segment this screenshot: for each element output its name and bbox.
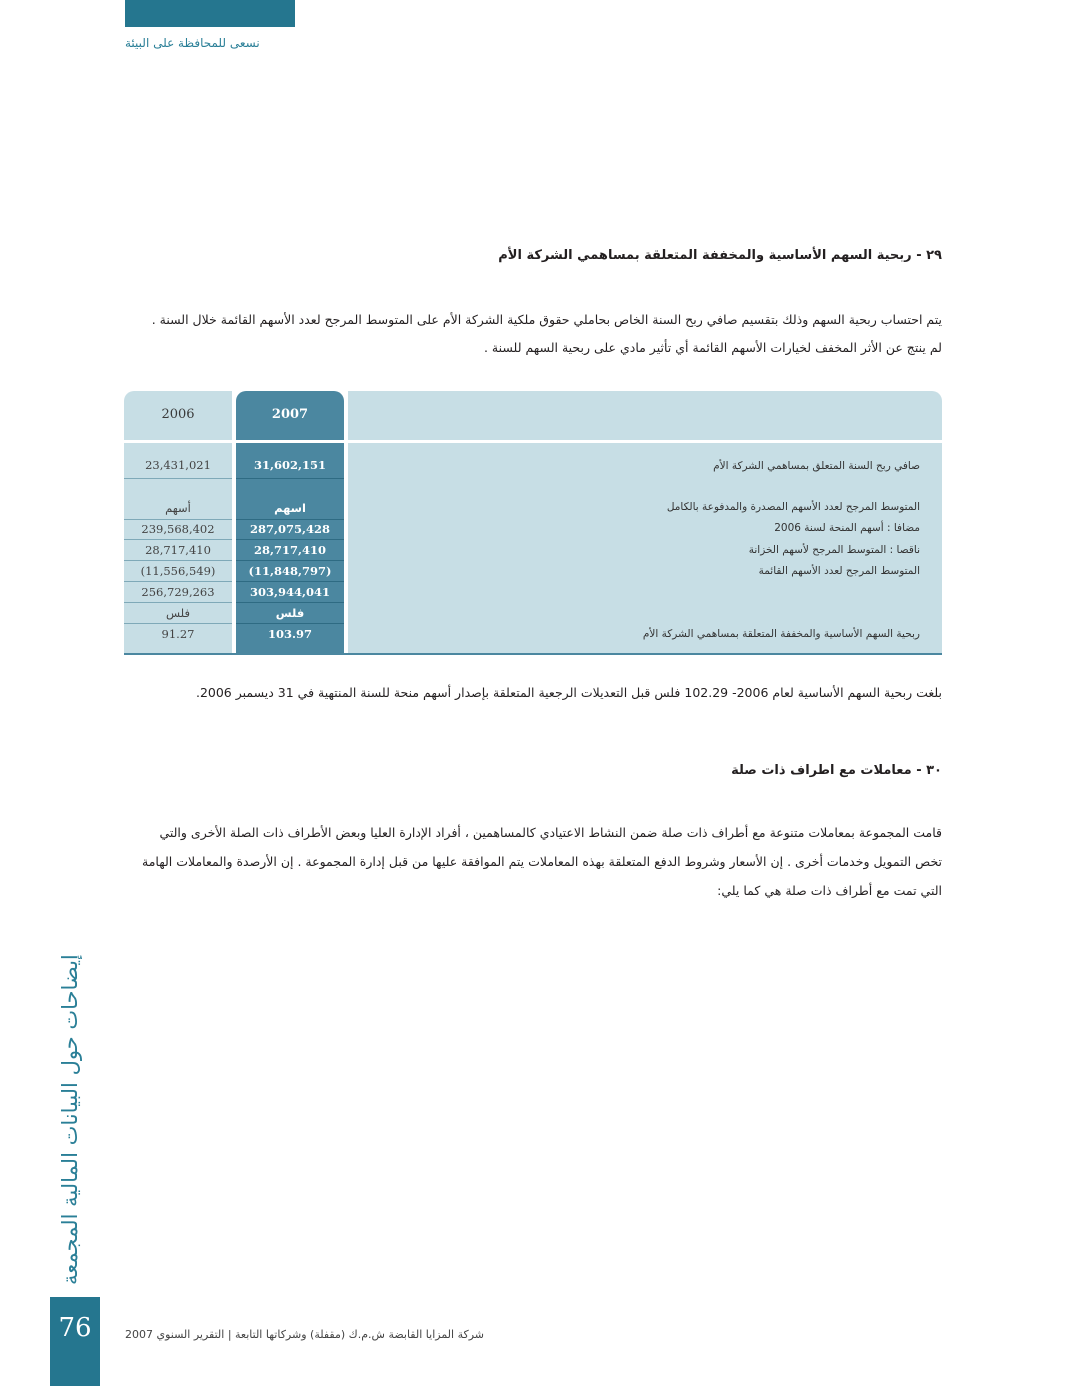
eps-table — [124, 391, 942, 655]
header-slogan: نسعى للمحافظة على البيئة — [125, 36, 260, 50]
cell-2006-outstanding-adj: (11,556,549) — [140, 564, 216, 578]
cell-2006-eps: 91.27 — [161, 627, 195, 641]
cell-2007-eps: 103.97 — [267, 627, 312, 641]
cell-2007-treasury: 28,717,410 — [253, 543, 327, 557]
cell-2007-outstanding-adj: (11,848,797) — [248, 564, 332, 578]
cell-2007-net-profit: 31,602,151 — [253, 458, 327, 472]
section-29-note: بلغت ربحية السهم الأساسية لعام 2006- 102.29 فلس قبل التعديلات الرجعية المتعلقة بإصدار أسهم منحة للسنة المنتهية في 31 ديسمبر 2006. — [195, 685, 942, 700]
section-29-intro — [122, 306, 942, 362]
intro-line-2: لم ينتج عن الأثر المخفف لخيارات الأسهم القائمة أي تأثير مادي على ربحية السهم للسنة . — [483, 340, 942, 355]
desc-weighted-average-outstanding: المتوسط المرجح لعدد الأسهم القائمة — [758, 565, 920, 577]
section-30-line-3: التي تمت مع أطراف ذات صلة هي كما يلي: — [717, 883, 942, 898]
intro-line-1: يتم احتساب ربحية السهم وذلك بتقسيم صافي ربح السنة الخاص بحاملي حقوق ملكية الشركة الأم على المتوسط المرجح لعدد الأسهم القائمة خلال السنة . — [151, 312, 942, 327]
section-30-line-1: قامت المجموعة بمعاملات متنوعة مع أطراف ذات صلة ضمن النشاط الاعتيادي كالمساهمين ، أفراد الإدارة العليا وبعض الأطراف ذات الصلة الأخرى والتي — [159, 825, 942, 840]
header-2007: 2007 — [271, 407, 309, 422]
header-2006: 2006 — [161, 407, 195, 422]
cell-2007-shares-unit: اسهم — [274, 501, 306, 515]
cell-2006-shares-unit: أسهم — [165, 501, 191, 515]
desc-eps: ربحية السهم الأساسية والمخففة المتعلقة بمساهمي الشركة الأم — [642, 628, 920, 640]
cell-2006-treasury: 28,717,410 — [145, 543, 211, 557]
sidebar-section-title: إيضاحات حول البيانات المالية المجمعة — [58, 954, 82, 1285]
section-30-body — [122, 818, 942, 905]
footer-text: شركة المزايا القابضة ش.م.ك (مقفلة) وشركاتها التابعة | التقرير السنوي 2007 — [125, 1328, 484, 1341]
desc-bonus-shares: مضافا : أسهم المنحة لسنة 2006 — [774, 522, 920, 534]
cell-2007-bonus-shares: 287,075,428 — [249, 522, 331, 536]
desc-weighted-average-issued: المتوسط المرجح لعدد الأسهم المصدرة والمدفوعة بالكامل — [666, 501, 920, 513]
cell-2007-fils-unit: فلس — [275, 606, 305, 620]
table-bottom-rule — [124, 653, 942, 655]
top-color-band — [125, 0, 295, 27]
row-divider — [124, 478, 232, 479]
section-30-title: ٣٠ - معاملات مع اطراف ذات صلة — [731, 763, 942, 778]
header-divider — [124, 440, 942, 443]
page-number: 76 — [58, 1313, 92, 1343]
section-30-line-2: تخص التمويل وخدمات أخرى . إن الأسعار وشروط الدفع المتعلقة بهذه المعاملات يتم الموافقة عليها من قبل إدارة المجموعة . إن الأرصدة والمعاملات الهامة — [142, 854, 942, 869]
row-divider — [236, 478, 344, 479]
cell-2006-net-profit: 23,431,021 — [145, 458, 211, 472]
cell-2006-fils-unit: فلس — [166, 606, 190, 620]
cell-2007-total-shares: 303,944,041 — [249, 585, 331, 599]
cell-2006-bonus-shares: 239,568,402 — [141, 522, 215, 536]
desc-net-profit: صافي ربح السنة المتعلق بمساهمي الشركة الأم — [713, 460, 920, 472]
cell-2006-total-shares: 256,729,263 — [141, 585, 215, 599]
section-29-title: ٢٩ - ربحية السهم الأساسية والمخففة المتعلقة بمساهمي الشركة الأم — [498, 248, 942, 263]
desc-treasury-shares: ناقصا : المتوسط المرجح لأسهم الخزانة — [748, 544, 920, 556]
